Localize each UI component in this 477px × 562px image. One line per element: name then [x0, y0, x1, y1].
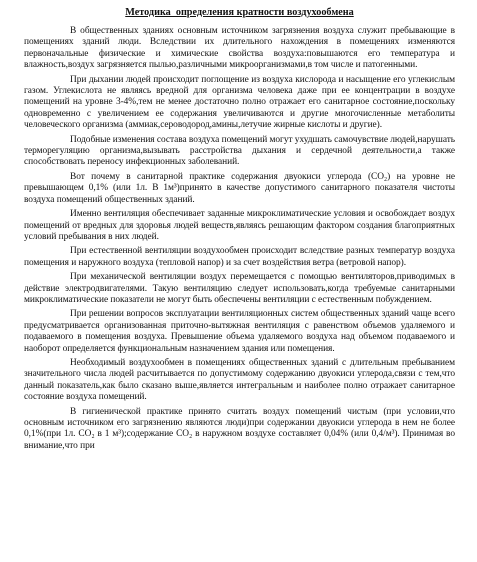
paragraph: При решении вопросов эксплуатации вентиляционных систем общественных зданий чаще всего предусматривается организованная приточно-вытяжная вентиляция с равенством объемов удаляемого и подаваемого в помещения воздуха. Превышение объема удаляемого воздуха над объемом подаваемого и наоборот определяется функциональным назначением здания или помещения.	[24, 309, 455, 354]
document-body	[24, 26, 455, 452]
paragraph: Именно вентиляция обеспечивает заданные микроклиматические условия и освобождает воздух помещений от вредных для здоровья людей веществ,являясь решающим фактором создания благоприятных условий пребывания в них людей.	[24, 209, 455, 242]
paragraph: При механической вентиляции воздух перемещается с помощью вентиляторов,приводимых в действие электродвигателями. Такую вентиляцию следует использовать,когда требуемые санитарными микроклиматические показатели не могут быть обеспечены вентиляции с естественным побуждением.	[24, 272, 455, 305]
paragraph: При естественной вентиляции воздухообмен происходит вследствие разных температур воздуха помещения и наружного воздуха (тепловой напор) и за счет воздействия ветра (ветровой напор).	[24, 246, 455, 268]
paragraph: Вот почему в санитарной практике содержания двуокиси углерода (CO₂) на уровне не превышающем 0,1% (или 1л. В 1м³)принято в качестве допустимого санитарного показателя чистоты воздуха помещений общественных зданий.	[24, 171, 455, 205]
paragraph: В общественных зданиях основным источником загрязнения воздуха служит пребывающие в помещениях зданий люди. Вследствии их длительного нахождения в помещениях изменяются первоначальные физические и химические свойства воздуха:повышаются его температура и влажность,воздух загрязняется пылью,различными микроорганизмами,в том числе и патогенными.	[24, 26, 455, 71]
paragraph: При дыхании людей происходит поглощение из воздуха кислорода и насыщение его углекислым газом. Углекислота не являясь вредной для организма человека даже при ее концентрации в воздухе помещений на уровне 3-4%,тем не менее достаточно полно отражает его санитарное состояние,поскольку одновременно с увеличением ее содержания увеличиваются и другие многочисленные метаболиты человеческого организма (аммиак,сероводород,амины,летучие жирные кислоты и другие).	[24, 74, 455, 131]
document-title: Методика определения кратности воздухообмена	[125, 7, 354, 18]
paragraph: Необходимый воздухообмен в помещениях общественных зданий с длительным пребыванием значительного числа людей расчитывается по допустимому содержанию двуокиси углерода,связи с тем,что данный показатель,как было сказано выше,является интегральным и наиболее полно отражает санитарное состояние воздуха помещений.	[24, 357, 455, 403]
paragraph: Подобные изменения состава воздуха помещений могут ухудшать самочувствие людей,нарушать терморегуляцию организма,вызывать расстройства дыхания и сердечной деятельности,а также способствовать переносу инфекционных заболеваний.	[24, 134, 455, 168]
paragraph: В гигиенической практике принято считать воздух помещений чистым (при условии,что основным источником его загрязнению являются люди)при содержании двуокиси углерода в нем не более 0,1%(при 1л. CO₂ в 1 м³);содержание CO₂ в наружном воздухе составляет 0,04% (или 0,4/м³). Принимая во внимание,что при	[24, 406, 455, 451]
